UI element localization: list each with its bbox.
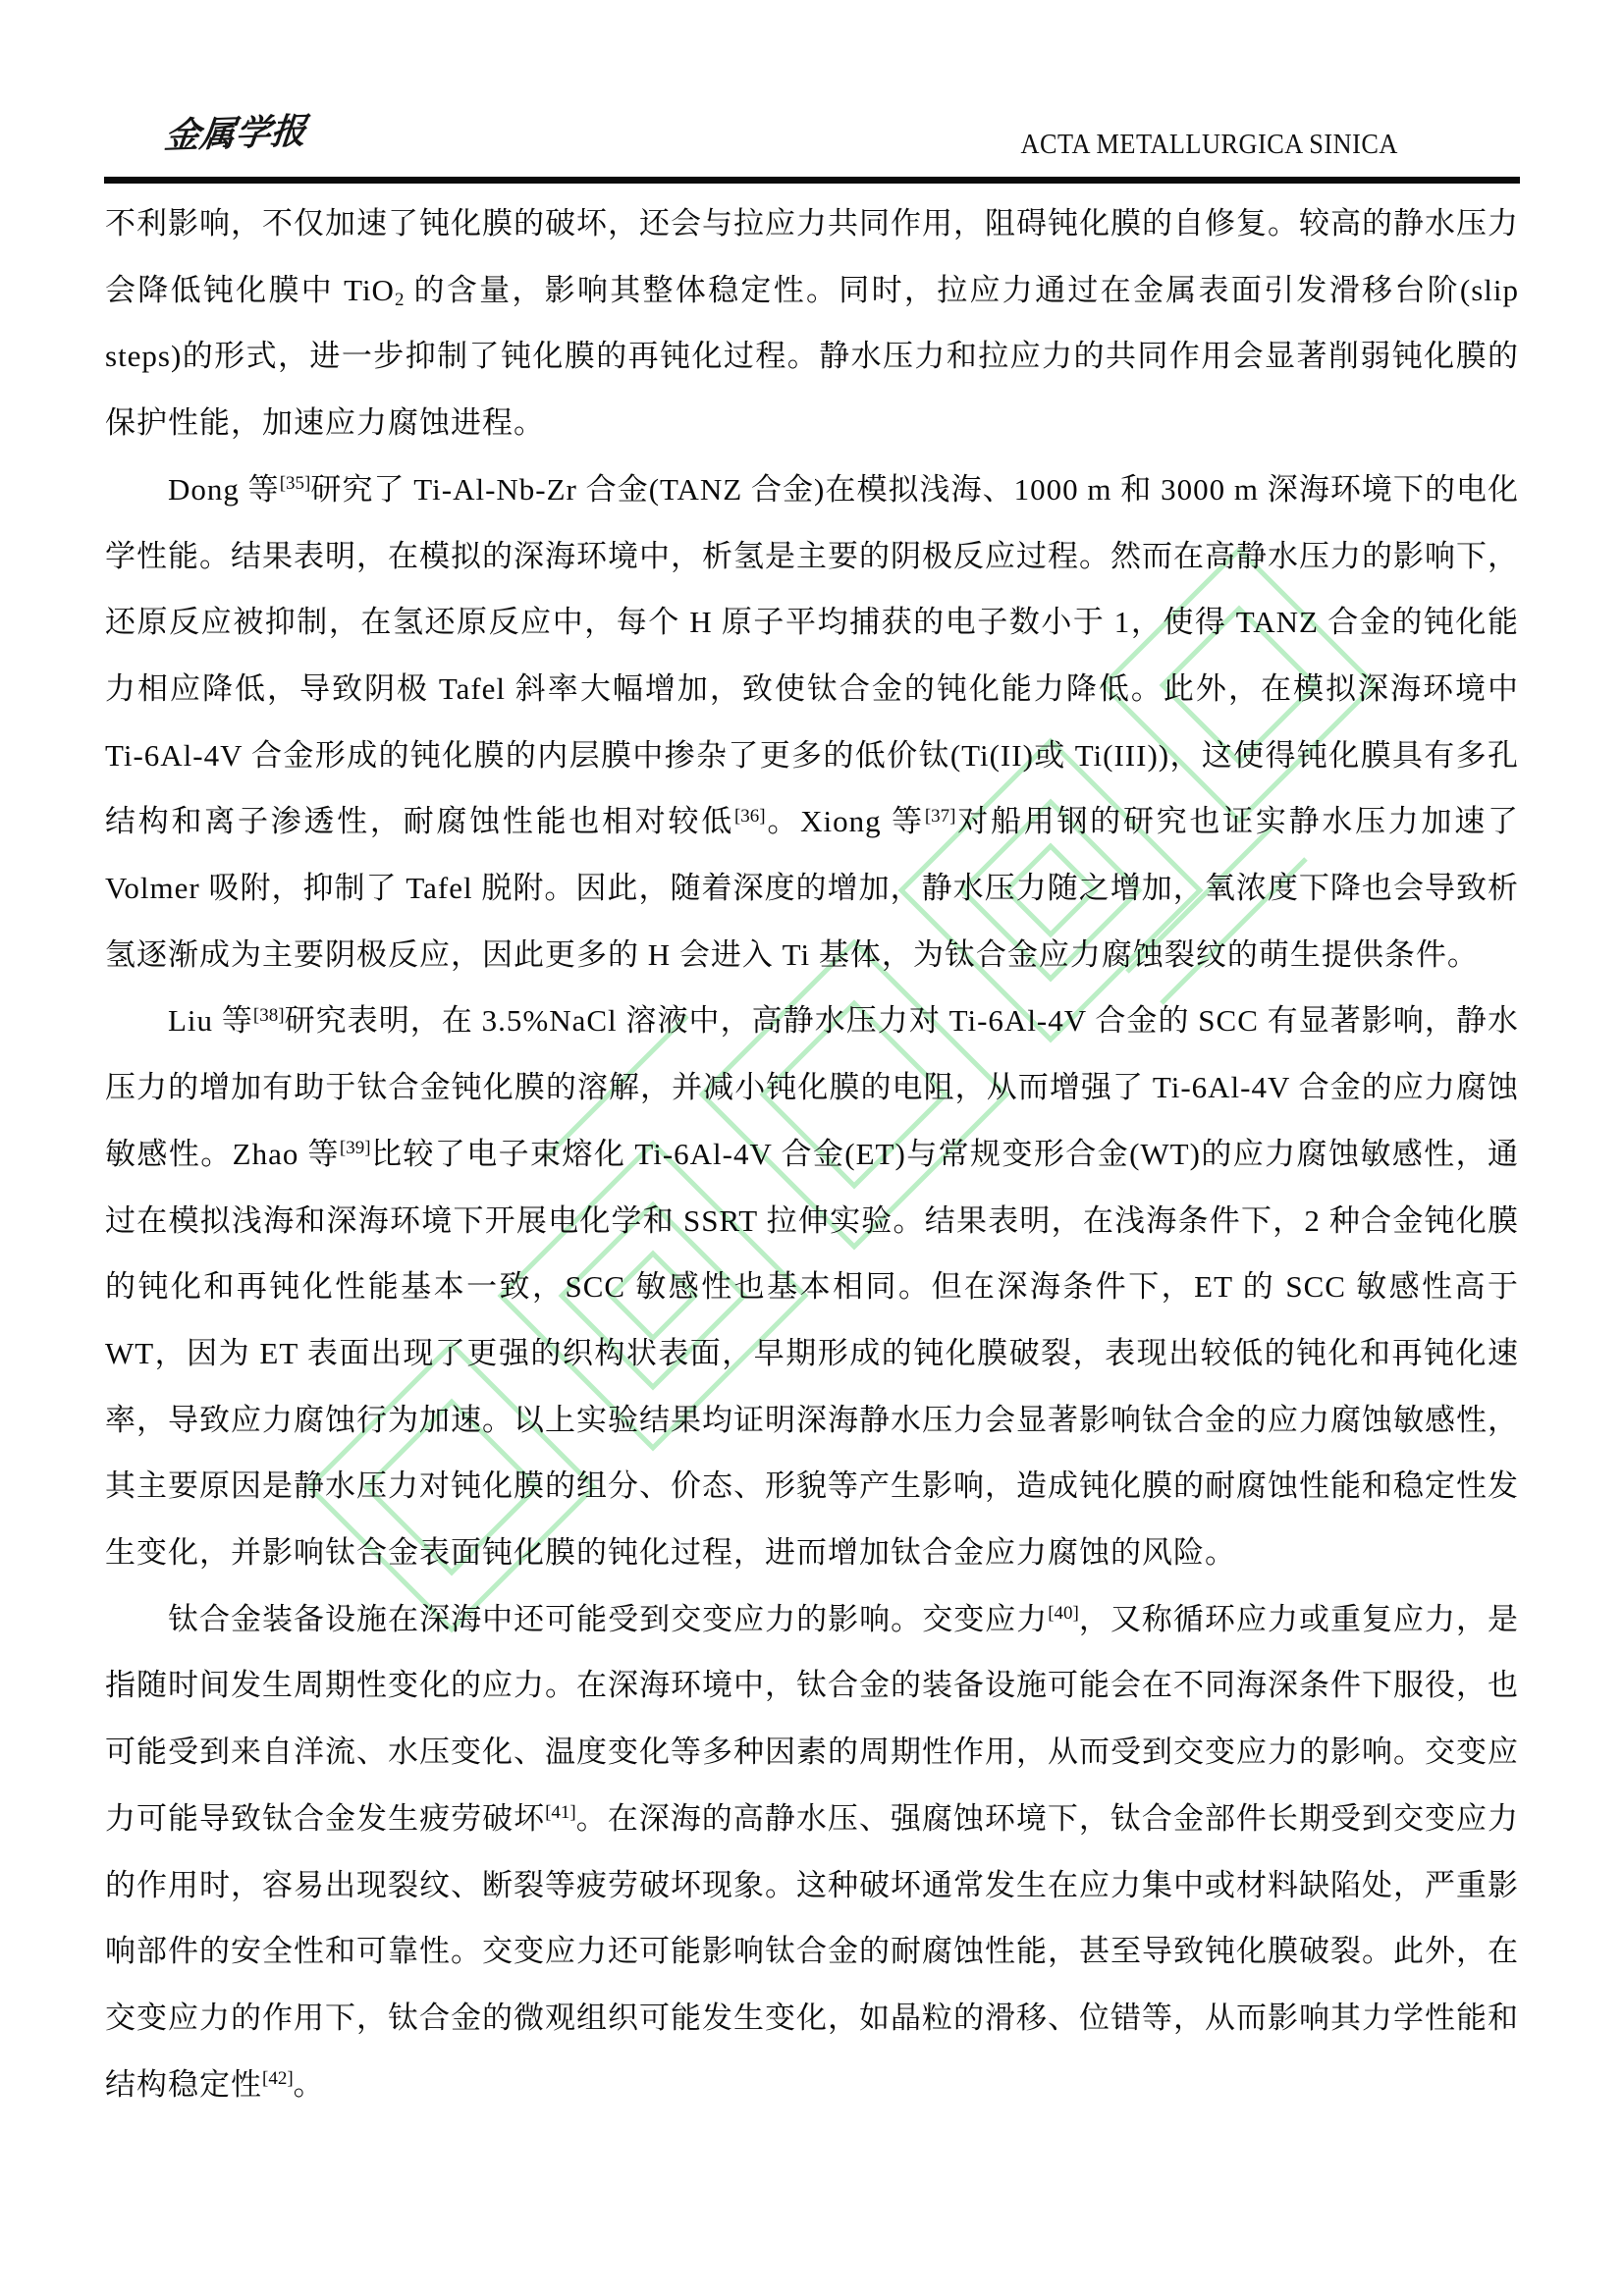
text-segment: 比较了电子束熔化 Ti-6Al-4V 合金(ET)与常规变形合金(WT)的应力腐蚀敏感性，通过在模拟浅海和深海环境下开展电化学和 SSRT 拉伸实验。结果表明，在浅海条件下，2 种合金钝化膜的钝化和再钝化性能基本一致，SCC 敏感性也基本相同。但在深海条件下，ET 的 SCC 敏感性高于 WT，因为 ET 表面出现了更强的织构状表面，早期形成的钝化膜破裂，表现出较低的钝化和再钝化速率，导致应力腐蚀行为加速。以上实验结果均证明深海静水压力会显著影响钛合金的应力腐蚀敏感性，其主要原因是静水压力对钝化膜的组分、价态、形貌等产生影响，造成钝化膜的耐腐蚀性能和稳定性发生变化，并影响钛合金表面钝化膜的钝化过程，进而增加钛合金应力腐蚀的风险。 <box>105 1136 1519 1571</box>
text-segment: 研究了 Ti-Al-Nb-Zr 合金(TANZ 合金)在模拟浅海、1000 m 和 3000 m 深海环境下的电化学性能。结果表明，在模拟的深海环境中，析氢是主要的阴极反应过程。然而在高静水压力的影响下，还原反应被抑制，在氢还原反应中，每个 H 原子平均捕获的电子数小于 1，使得 TANZ 合金的钝化能力相应降低，导致阴极 Tafel 斜率大幅增加，致使钛合金的钝化能力降低。此外，在模拟深海环境中 Ti-6Al-4V 合金形成的钝化膜的内层膜中掺杂了更多的低价钛(Ti(II)或 Ti(III))，这使得钝化膜具有多孔结构和离子渗透性，耐腐蚀性能也相对较低 <box>105 471 1520 839</box>
paragraph <box>105 988 1519 1585</box>
ref-marker: [37] <box>924 805 956 827</box>
header-rule <box>104 177 1520 184</box>
text-segment: 。Xiong 等 <box>765 804 925 839</box>
text-segment: 的含量，影响其整体稳定性。同时，拉应力通过在金属表面引发滑移台阶(slip steps)的形式，进一步抑制了钝化膜的再钝化过程。静水压力和拉应力的共同作用会显著削弱钝化膜的保护性能，加速应力腐蚀进程。 <box>105 272 1519 441</box>
text-segment: ，又称循环应力或重复应力，是指随时间发生周期性变化的应力。在深海环境中，钛合金的装备设施可能会在不同海深条件下服役，也可能受到来自洋流、水压变化、温度变化等多种因素的周期性作用，从而受到交变应力的影响。交变应力可能导致钛合金发生疲劳破坏 <box>105 1601 1520 1836</box>
ref-marker: [35] <box>279 473 311 495</box>
journal-logo: 金属学报 <box>162 111 308 156</box>
paragraph <box>105 456 1519 988</box>
text-segment: 钛合金装备设施在深海中还可能受到交变应力的影响。交变应力 <box>168 1601 1049 1636</box>
journal-title-en: ACTA METALLURGICA SINICA <box>1020 130 1398 160</box>
text-segment: Dong 等 <box>168 471 280 507</box>
text-segment: 研究表明，在 3.5%NaCl 溶液中，高静水压力对 Ti-6Al-4V 合金的 SCC 有显著影响，静水压力的增加有助于钛合金钝化膜的溶解，并减小钝化膜的电阻，从而增强了 Ti-6Al-4V 合金的应力腐蚀敏感性。Zhao 等 <box>105 1003 1519 1171</box>
ref-marker: [41] <box>545 1802 576 1824</box>
subscript-marker: 2 <box>394 290 405 311</box>
article-body <box>105 190 1519 2117</box>
ref-marker: [36] <box>733 805 766 827</box>
paragraph <box>105 190 1519 456</box>
paragraph <box>105 1586 1519 2118</box>
text-segment: Liu 等 <box>168 1003 253 1039</box>
ref-marker: [39] <box>339 1138 371 1159</box>
ref-marker: [40] <box>1048 1603 1079 1625</box>
text-segment: 。 <box>293 2066 325 2102</box>
ref-marker: [38] <box>252 1005 285 1026</box>
text-segment: 。在深海的高静水压、强腐蚀环境下，钛合金部件长期受到交变应力的作用时，容易出现裂纹、断裂等疲劳破坏现象。这种破坏通常发生在应力集中或材料缺陷处，严重影响部件的安全性和可靠性。交变应力还可能影响钛合金的耐腐蚀性能，甚至导致钝化膜破裂。此外，在交变应力的作用下，钛合金的微观组织可能发生变化，如晶粒的滑移、位错等，从而影响其力学性能和结构稳定性 <box>105 1800 1519 2102</box>
ref-marker: [42] <box>262 2068 294 2090</box>
text-segment: 对船用钢的研究也证实静水压力加速了 Volmer 吸附，抑制了 Tafel 脱附。因此，随着深度的增加，静水压力随之增加，氧浓度下降也会导致析氢逐渐成为主要阴极反应，因此更多的 H 会进入 Ti 基体，为钛合金应力腐蚀裂纹的萌生提供条件。 <box>105 804 1520 972</box>
text-segment: 不利影响，不仅加速了钝化膜的破坏，还会与拉应力共同作用，阻碍钝化膜的自修复。较高的静水压力会降低钝化膜中 TiO <box>105 206 1519 307</box>
